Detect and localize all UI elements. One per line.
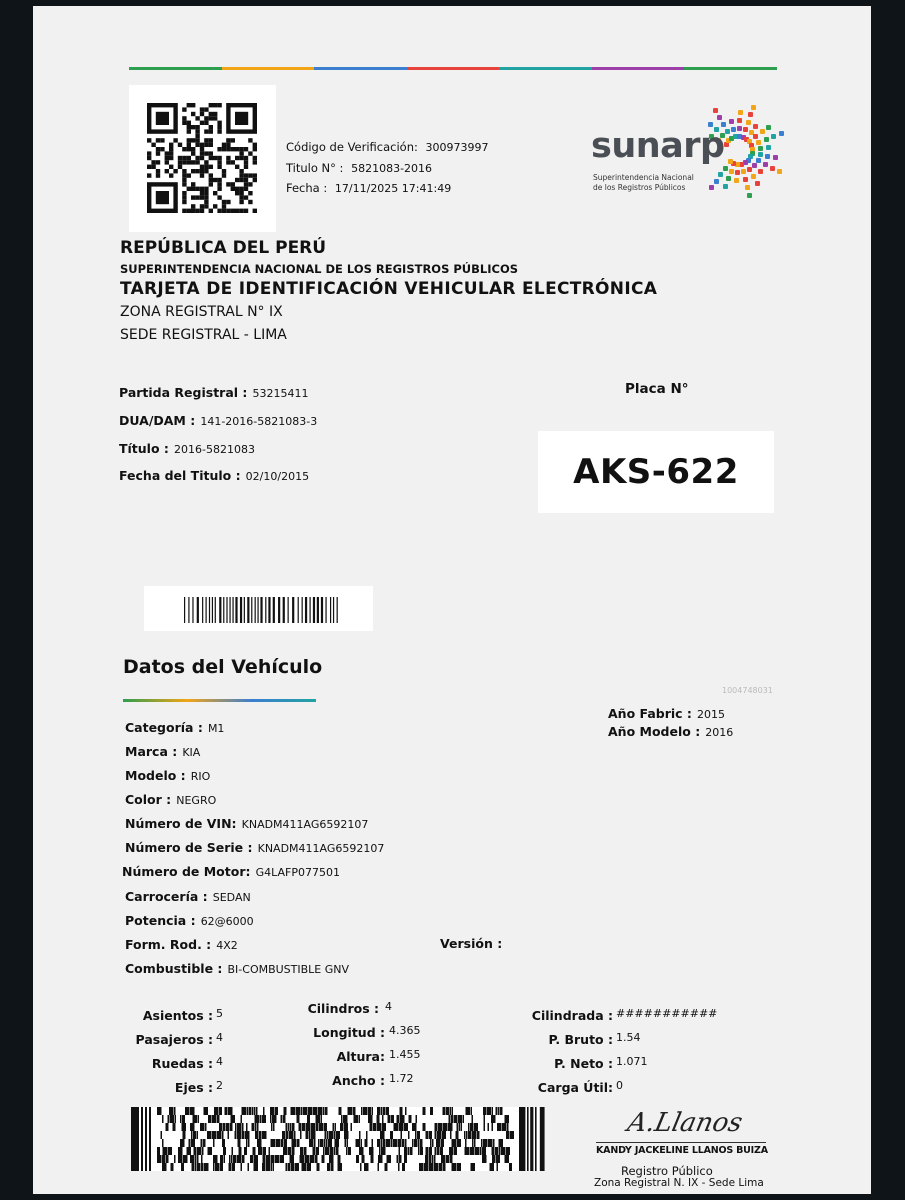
logo-dot [747,193,752,198]
logo-dot [766,145,771,150]
logo-dot [723,166,728,171]
anio-modelo-label: Año Modelo : [608,724,701,739]
potencia-value: 62@6000 [200,915,254,928]
cilindros-label: Cilindros : [307,1001,379,1016]
ruedas-label: Ruedas : [151,1056,213,1071]
pasajeros-value: 4 [216,1031,223,1044]
logo-dot [758,169,763,174]
logo-dot [773,155,778,160]
version-label: Versión : [440,936,503,951]
logo-dot [756,140,761,145]
logo-dot [779,131,784,136]
altura-value: 1.455 [389,1048,421,1061]
formrod-label: Form. Rod. : [125,937,212,952]
signer-name: KANDY JACKELINE LLANOS BUIZA [596,1145,768,1156]
section-underline [123,699,316,702]
logo-dot [770,166,775,171]
logo-dot [771,134,776,139]
categoria-value: M1 [207,722,225,735]
combustible-label: Combustible : [125,961,223,976]
signature-mark: A.Llanos [624,1108,746,1138]
logo-dot [726,176,731,181]
logo-dot [714,179,719,184]
color-label: Color : [125,792,172,807]
logo-dot [751,105,756,110]
pneto-label: P. Neto : [554,1056,613,1071]
motor-value: G4LAFP077501 [255,866,340,879]
vehicle-card-document [33,6,871,1194]
logo-dot [737,126,742,131]
qr-code [129,85,276,232]
ancho-label: Ancho : [332,1073,385,1088]
logo-dot [713,108,718,113]
partida-value: 53215411 [252,387,309,400]
color-value: NEGRO [176,794,217,807]
logo-dot [725,129,730,134]
vin-value: KNADM411AG6592107 [241,818,369,831]
logo-subtitle-2: de los Registros Públicos [593,183,686,192]
plate-label: Placa N° [625,381,689,397]
asientos-label: Asientos : [142,1008,213,1023]
logo-dot [760,129,765,134]
logo-dot [709,185,714,190]
dua-label: DUA/DAM : [119,413,196,428]
republic-heading: REPÚBLICA DEL PERÚ [120,238,327,258]
ruedas-value: 4 [216,1055,223,1068]
marca-label: Marca : [125,744,178,759]
signer-office: Zona Registral N. IX - Sede Lima [594,1177,764,1189]
logo-dot [743,127,748,132]
cilindros-value: 4 [385,1000,392,1013]
sunarp-logo [588,90,798,210]
zone-text: ZONA REGISTRAL N° IX [120,304,283,320]
motor-label: Número de Motor: [122,864,251,879]
carroceria-label: Carrocería : [125,889,208,904]
logo-dot [717,115,722,120]
anio-fabric-label: Año Fabric : [608,706,692,721]
categoria-label: Categoría : [125,720,203,735]
logo-dot [752,163,757,168]
logo-dot [753,124,758,129]
vin-label: Número de VIN: [125,816,237,831]
logo-wordmark: sunarp [591,126,725,166]
potencia-label: Potencia : [125,913,196,928]
carga-label: Carga Útil: [537,1080,613,1095]
cilindrada-label: Cilindrada : [531,1008,613,1023]
titulo-header-value: 5821083-2016 [351,162,433,175]
anio-modelo-value: 2016 [705,726,734,739]
logo-dot [718,172,723,177]
pasajeros-label: Pasajeros : [135,1032,213,1047]
logo-dot [735,170,740,175]
barcode-small [144,586,373,631]
serie-value: KNADM411AG6592107 [257,842,385,855]
vehicle-section-title: Datos del Vehículo [123,656,323,678]
logo-dot [737,118,742,123]
header-color-stripe [129,67,777,70]
document-number: 1004748031 [722,686,773,695]
ejes-label: Ejes : [174,1080,213,1095]
ejes-value: 2 [216,1079,223,1092]
dua-value: 141-2016-5821083-3 [200,415,318,428]
logo-dot [729,119,734,124]
pbruto-label: P. Bruto : [548,1032,613,1047]
altura-label: Altura: [336,1049,385,1064]
combustible-value: BI-COMBUSTIBLE GNV [227,963,350,976]
logo-dot [751,174,756,179]
signature-line [596,1142,766,1143]
barcode-pdf417 [131,1107,545,1171]
logo-dot [763,162,768,167]
marca-value: KIA [182,746,201,759]
logo-dot [748,112,753,117]
carroceria-value: SEDAN [212,891,251,904]
verification-value: 300973997 [425,141,489,154]
partida-label: Partida Registral : [119,385,248,400]
logo-dot [731,127,736,132]
titulo-value: 2016-5821083 [174,443,255,456]
logo-subtitle-1: Superintendencia Nacional [593,173,694,182]
longitud-label: Longitud : [313,1025,385,1040]
logo-dot [758,146,763,151]
anio-fabric-value: 2015 [697,708,726,721]
verification-label: Código de Verificación: [286,140,418,154]
signer-role: Registro Público [621,1164,713,1178]
ancho-value: 1.72 [389,1072,414,1085]
pbruto-value: 1.54 [616,1031,641,1044]
plate-number: AKS-622 [573,452,739,492]
logo-dot [734,178,739,183]
logo-dot [758,152,763,157]
logo-dot [728,159,733,164]
formrod-value: 4X2 [216,939,238,952]
carga-value: 0 [616,1079,623,1092]
signature-block [590,1106,773,1164]
agency-heading: SUPERINTENDENCIA NACIONAL DE LOS REGISTROS PÚBLICOS [120,262,519,276]
logo-dot [764,137,769,142]
logo-dot [743,177,748,182]
logo-dot [723,184,728,189]
logo-dot [755,181,760,186]
logo-dot [766,125,771,130]
logo-dot [738,110,743,115]
titulo-label: Título : [119,441,169,456]
asientos-value: 5 [216,1007,223,1020]
fecha-titulo-label: Fecha del Titulo : [119,468,241,483]
fecha-titulo-value: 02/10/2015 [245,470,310,483]
logo-dot [777,169,782,174]
longitud-value: 4.365 [389,1024,421,1037]
fecha-header-value: 17/11/2025 17:41:49 [334,182,452,195]
titulo-header-label: Titulo N° : [286,161,344,175]
logo-dot [741,169,746,174]
logo-dot [753,134,758,139]
office-text: SEDE REGISTRAL - LIMA [120,327,287,343]
serie-label: Número de Serie : [125,840,253,855]
fecha-header-label: Fecha : [286,181,328,195]
modelo-label: Modelo : [125,768,186,783]
logo-dot [746,120,751,125]
plate-box [538,431,774,513]
cilindrada-value: ########### [616,1007,718,1020]
card-title: TARJETA DE IDENTIFICACIÓN VEHICULAR ELECTRÓNICA [120,279,658,299]
logo-dot [729,169,734,174]
modelo-value: RIO [190,770,211,783]
pneto-value: 1.071 [616,1055,648,1068]
logo-dot [747,167,752,172]
logo-dot [765,154,770,159]
logo-dot [745,185,750,190]
